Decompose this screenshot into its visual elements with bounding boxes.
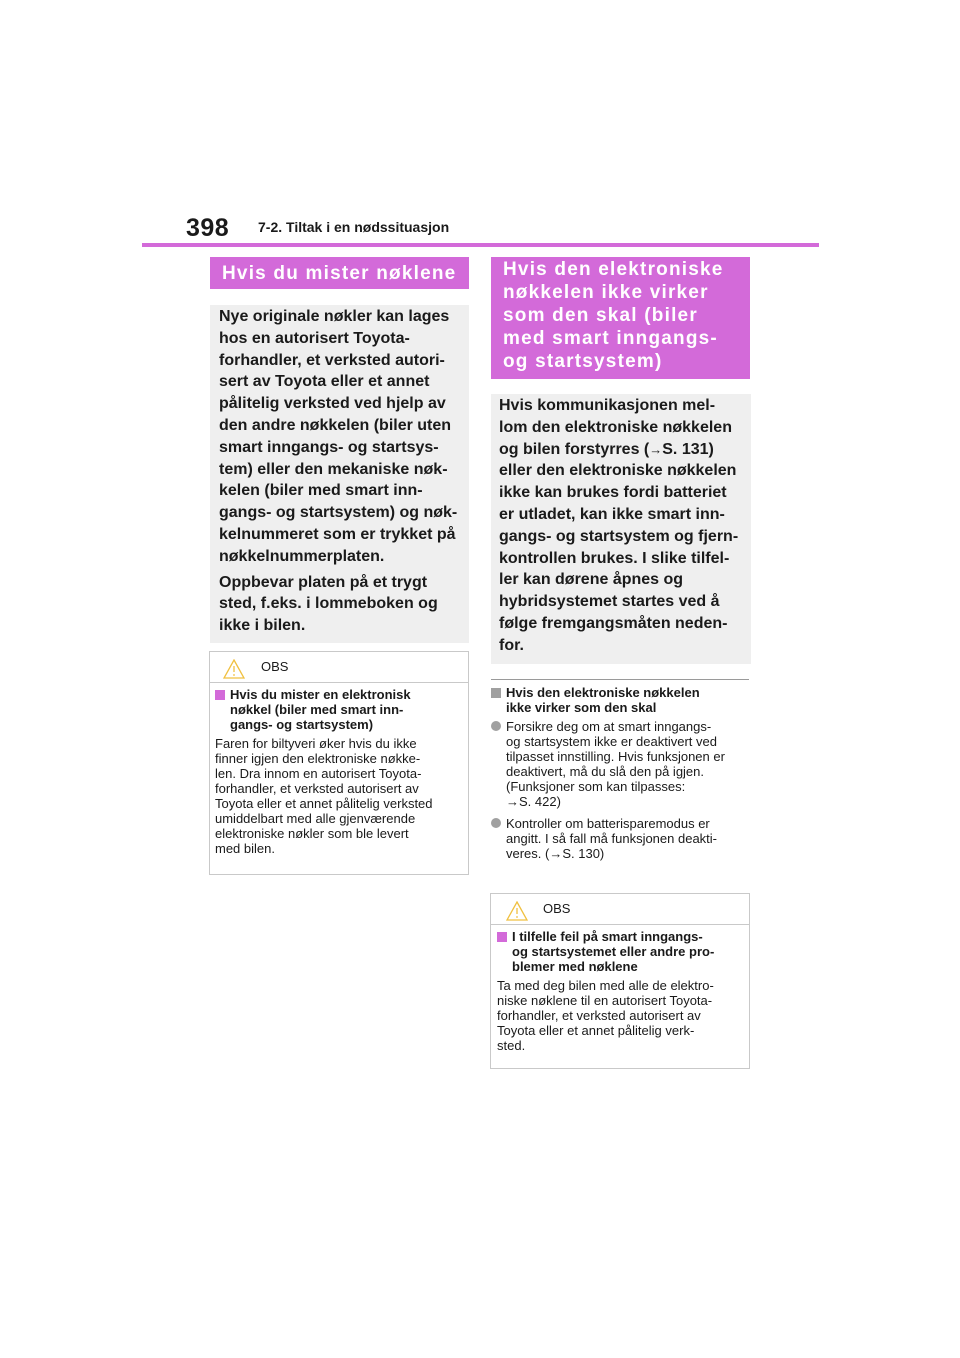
line: finner igjen den elektroniske nøkke- — [215, 751, 421, 766]
line: gangs- og startsystem) — [230, 717, 374, 732]
line: (Funksjoner som kan tilpasses: — [506, 779, 686, 794]
square-bullet-icon — [491, 688, 501, 698]
obs-header — [210, 652, 468, 683]
right-box-paragraph — [499, 395, 747, 657]
line: følge fremgangsmåten neden- — [499, 614, 728, 632]
line: gangs- og startsystem og fjern- — [499, 527, 739, 545]
obs-label: OBS — [543, 901, 571, 916]
page-reference-link[interactable]: S. 130) — [562, 846, 605, 861]
line: nøkkel (biler med smart inn- — [230, 702, 404, 717]
line: Kontroller om batterisparemodus er — [506, 816, 710, 831]
line: pålitelig verksted ved hjelp av — [219, 395, 446, 413]
round-bullet-icon — [491, 721, 501, 731]
page-reference-link[interactable]: S. 131) — [662, 440, 714, 458]
line: forhandler, et verksted autori- — [219, 351, 445, 369]
section-item — [491, 685, 753, 715]
right-heading — [491, 257, 750, 379]
line: niske nøklene til en autorisert Toyota- — [497, 993, 713, 1008]
line: den andre nøkkelen (biler uten — [219, 416, 452, 434]
obs-text — [215, 736, 462, 856]
line: og startsystem ikke er deaktivert ved — [506, 734, 717, 749]
line: forhandler, et verksted autorisert av — [497, 1008, 701, 1023]
square-bullet-icon — [497, 932, 507, 942]
line: sted, f.eks. i lommeboken og — [219, 595, 438, 613]
line: Nye originale nøkler kan lages — [219, 308, 450, 325]
line: og startsystem) — [503, 351, 663, 372]
line: og startsystemet eller andre pro- — [512, 944, 715, 959]
line: kelen (biler med smart inn- — [219, 482, 423, 500]
line: sert av Toyota eller et annet — [219, 373, 430, 391]
line: forhandler, et verksted autorisert av — [215, 781, 419, 796]
line: I tilfelle feil på smart inngangs- — [512, 929, 703, 944]
arrow-icon: → — [649, 441, 663, 457]
line: hybridsystemet startes ved å — [499, 593, 720, 611]
line: len. Dra innom en autorisert Toyota- — [215, 766, 422, 781]
right-obs-box — [490, 893, 750, 1069]
line: ikke virker som den skal — [506, 700, 657, 715]
line: Forsikre deg om at smart inngangs- — [506, 719, 712, 734]
page-reference-link[interactable]: S. 422) — [519, 794, 561, 809]
line: blemer med nøklene — [512, 959, 638, 974]
line: er utladet, kan ikke smart inn- — [499, 505, 725, 523]
line: Faren for biltyveri øker hvis du ikke — [215, 736, 417, 751]
obs-header — [491, 894, 749, 925]
left-obs-box — [209, 651, 469, 875]
line: ler kan dørene åpnes og — [499, 571, 684, 589]
line: nøkkelen ikke virker — [503, 282, 709, 303]
line: Toyota eller et annet pålitelig verksted — [215, 796, 433, 811]
line: Ta med deg bilen med alle de elektro- — [497, 978, 714, 993]
line: som den skal (biler — [503, 305, 698, 326]
line: lom den elektroniske nøkkelen — [499, 418, 732, 436]
page-number: 398 — [186, 214, 230, 242]
warning-triangle-icon — [223, 659, 245, 679]
line: ikke kan brukes fordi batteriet — [499, 484, 727, 502]
line: med smart inngangs- — [503, 328, 718, 349]
line: nøkkelnummerplaten. — [219, 547, 385, 565]
obs-text — [497, 978, 743, 1053]
line: Hvis den elektroniske — [503, 259, 724, 280]
round-bullet-icon — [491, 818, 501, 828]
section-title: 7-2. Tiltak i en nødssituasjon — [258, 219, 450, 235]
line: for. — [499, 636, 524, 654]
right-section-divider — [491, 679, 749, 680]
line: tem) eller den mekaniske nøk- — [219, 460, 448, 478]
obs-item — [497, 929, 743, 974]
line: Hvis du mister en elektronisk — [230, 687, 411, 702]
line: smart inngangs- og startsys- — [219, 438, 439, 456]
line: deaktivert, må du slå den på igjen. — [506, 764, 705, 779]
right-section-content — [491, 685, 753, 861]
line: gangs- og startsystem) og nøk- — [219, 504, 458, 522]
line: Oppbevar platen på et trygt — [219, 573, 428, 591]
warning-triangle-icon — [506, 901, 528, 921]
line: og bilen forstyrres ( — [499, 440, 650, 458]
line: veres. ( — [506, 846, 550, 861]
square-bullet-icon — [215, 690, 225, 700]
line: umiddelbart med alle gjenværende — [215, 811, 416, 826]
left-info-box — [210, 305, 469, 643]
line: tilpasset innstilling. Hvis funksjonen er — [506, 749, 725, 764]
arrow-icon: → — [549, 846, 563, 861]
line: Hvis den elektroniske nøkkelen — [506, 685, 700, 700]
left-heading-text: Hvis du mister nøklene — [222, 263, 457, 284]
line: med bilen. — [215, 841, 275, 856]
bullet-item-1 — [491, 719, 753, 809]
line: ikke i bilen. — [219, 617, 306, 635]
right-info-box — [491, 394, 751, 664]
line: elektroniske nøkler som ble levert — [215, 826, 409, 841]
arrow-icon: → — [506, 794, 519, 809]
left-box-paragraph-1 — [219, 306, 465, 568]
line: sted. — [497, 1038, 526, 1053]
obs-item — [215, 687, 462, 732]
obs-body — [491, 925, 749, 1053]
header-divider — [142, 243, 819, 247]
line: hos en autorisert Toyota- — [219, 329, 410, 347]
bullet-item-2 — [491, 816, 753, 861]
line: kontrollen brukes. I slike tilfel- — [499, 549, 730, 567]
line: kelnummeret som er trykket på — [219, 525, 456, 543]
line: Hvis kommunikasjonen mel- — [499, 397, 716, 414]
left-box-paragraph-2 — [219, 572, 465, 637]
line: eller den elektroniske nøkkelen — [499, 462, 737, 480]
obs-label: OBS — [261, 659, 289, 674]
line: Toyota eller et annet pålitelig verk- — [497, 1023, 695, 1038]
obs-body — [210, 683, 468, 856]
left-heading — [210, 257, 469, 289]
line: angitt. I så fall må funksjonen deakti- — [506, 831, 718, 846]
